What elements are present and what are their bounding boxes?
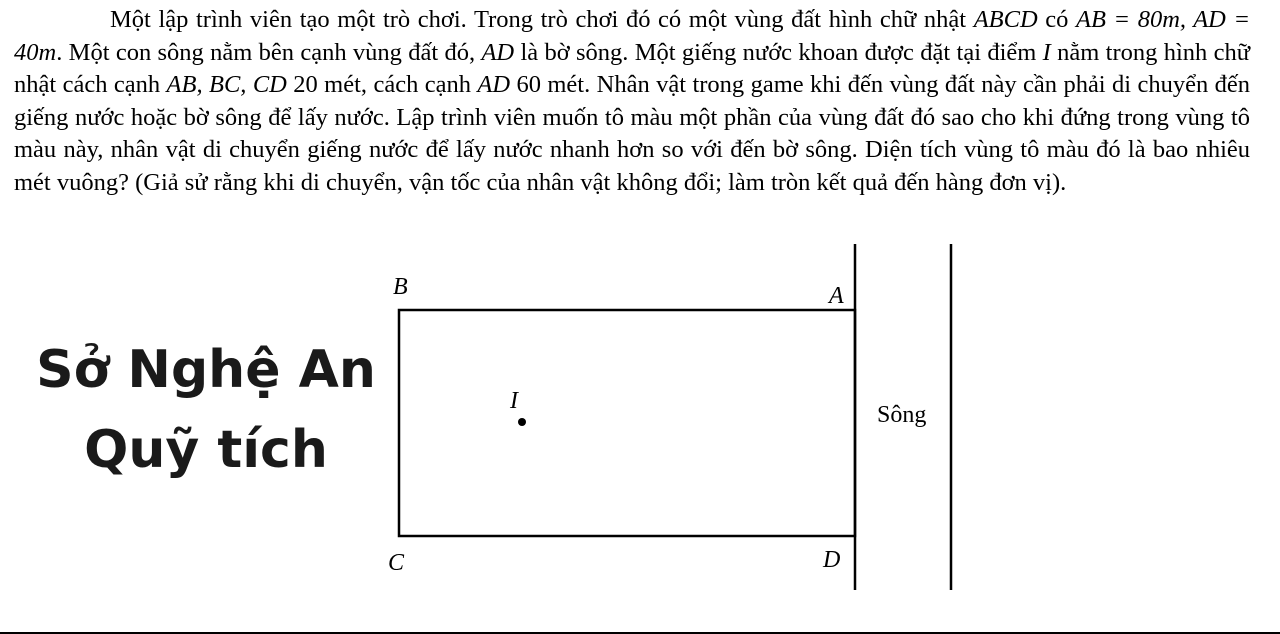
problem-text-4: là bờ sông. Một giếng nước khoan được đặt tại điểm <box>514 38 1043 66</box>
river-side-label-2: AD <box>477 71 511 98</box>
dimensions: AB = 80m, AD = 40m <box>14 6 1251 66</box>
river-side-label: AD <box>481 38 515 66</box>
land-rectangle <box>399 310 855 536</box>
well-point-label: I <box>1042 38 1051 66</box>
problem-text-3: . Một con sông nằm bên cạnh vùng đất đó, <box>56 38 482 66</box>
vertex-label-d: D <box>823 547 841 573</box>
vertex-label-a: A <box>829 283 844 309</box>
problem-text-2: có <box>1037 6 1077 33</box>
river-label: Sông <box>877 402 927 428</box>
watermark-line-2: Quỹ tích <box>84 420 328 480</box>
well-point <box>518 418 526 426</box>
problem-text-5: nằm trong hình chữ nhật cách cạnh <box>14 38 1250 98</box>
problem-text-1: Một lập trình viên tạo một trò chơi. Trong trò chơi đó có một vùng đất hình chữ nhật <box>110 6 974 33</box>
point-label-i: I <box>510 388 518 414</box>
rect-name: ABCD <box>973 6 1038 33</box>
vertex-label-c: C <box>388 550 405 576</box>
problem-text-6: 20 mét, cách cạnh <box>286 71 478 98</box>
problem-text-7: 60 mét. Nhân vật trong game khi đến vùng đất này cần phải di chuyển đến giếng nước hoặc bờ sông để lấy nước. Lập trình viên muốn tô màu một phần của vùng đất đó sao cho khi đứng trong vùng tô màu này, nhân vật di chuyển giếng nước để lấy nước nhanh hơn so với đến bờ sông. Diện tích vùng tô màu đó là bao nhiêu mét vuông? (Giả sử rằng khi di chuyển, vận tốc của nhân vật không đổi; làm tròn kết quả đến hàng đơn vị). <box>14 71 1251 196</box>
watermark-line-1: Sở Nghệ An <box>36 340 376 400</box>
sides-label: AB, BC, CD <box>166 71 287 98</box>
vertex-label-b: B <box>393 274 408 300</box>
